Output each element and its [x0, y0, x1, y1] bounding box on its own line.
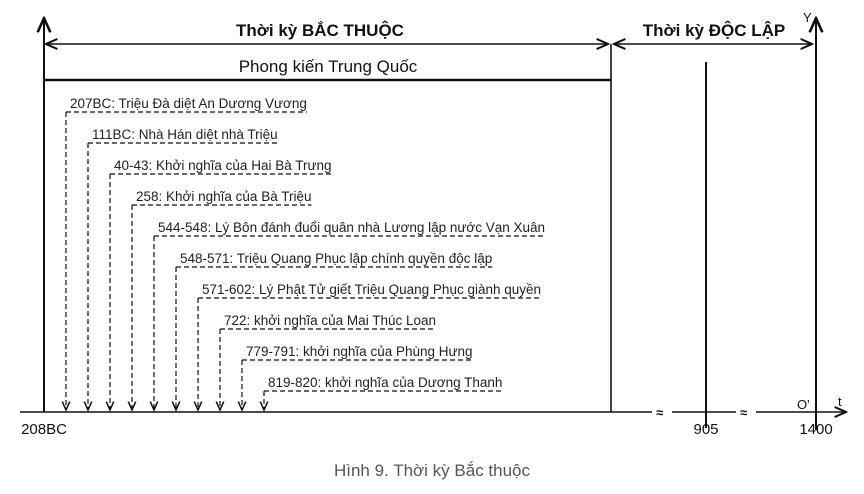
event-label: 111BC: Nhà Hán diệt nhà Triệu [92, 127, 278, 142]
doc-lap-title: Thời kỳ ĐỘC LẬP [642, 21, 786, 40]
phong-kien-label: Phong kiến Trung Quốc [238, 57, 418, 76]
event-label: 207BC: Triệu Đà diệt An Dương Vương [70, 96, 307, 111]
event-label: 779-791: khởi nghĩa của Phùng Hưng [246, 344, 473, 359]
axis-break-2: ≈ [740, 405, 748, 420]
t-axis-label: t [838, 394, 842, 409]
tick-label-start: 208BC [21, 421, 67, 438]
axis-break-1: ≈ [656, 405, 664, 420]
bac-thuoc-title: Thời kỳ BẮC THUỘC [236, 21, 404, 40]
tick-label-1400: 1400 [799, 421, 833, 438]
figure-caption: Hình 9. Thời kỳ Bắc thuộc [333, 461, 531, 480]
event-label: 544-548: Lý Bôn đánh đuổi quân nhà Lương lập nước Vạn Xuân [158, 220, 546, 235]
tick-label-905: 905 [693, 421, 719, 438]
y-axis-label: Y [803, 10, 812, 25]
event-label: 819-820: khởi nghĩa của Dương Thanh [268, 375, 503, 390]
origin-label: O' [797, 397, 810, 412]
event-label: 258: Khởi nghĩa của Bà Triệu [136, 189, 312, 204]
event-list [66, 96, 545, 410]
event-label: 722: khởi nghĩa của Mai Thúc Loan [224, 313, 436, 328]
event-label: 571-602: Lý Phật Tử giết Triệu Quang Phục giành quyền [202, 282, 542, 297]
event-label: 548-571: Triệu Quang Phục lập chính quyền độc lập [180, 251, 493, 266]
event-label: 40-43: Khởi nghĩa của Hai Bà Trưng [114, 158, 332, 173]
